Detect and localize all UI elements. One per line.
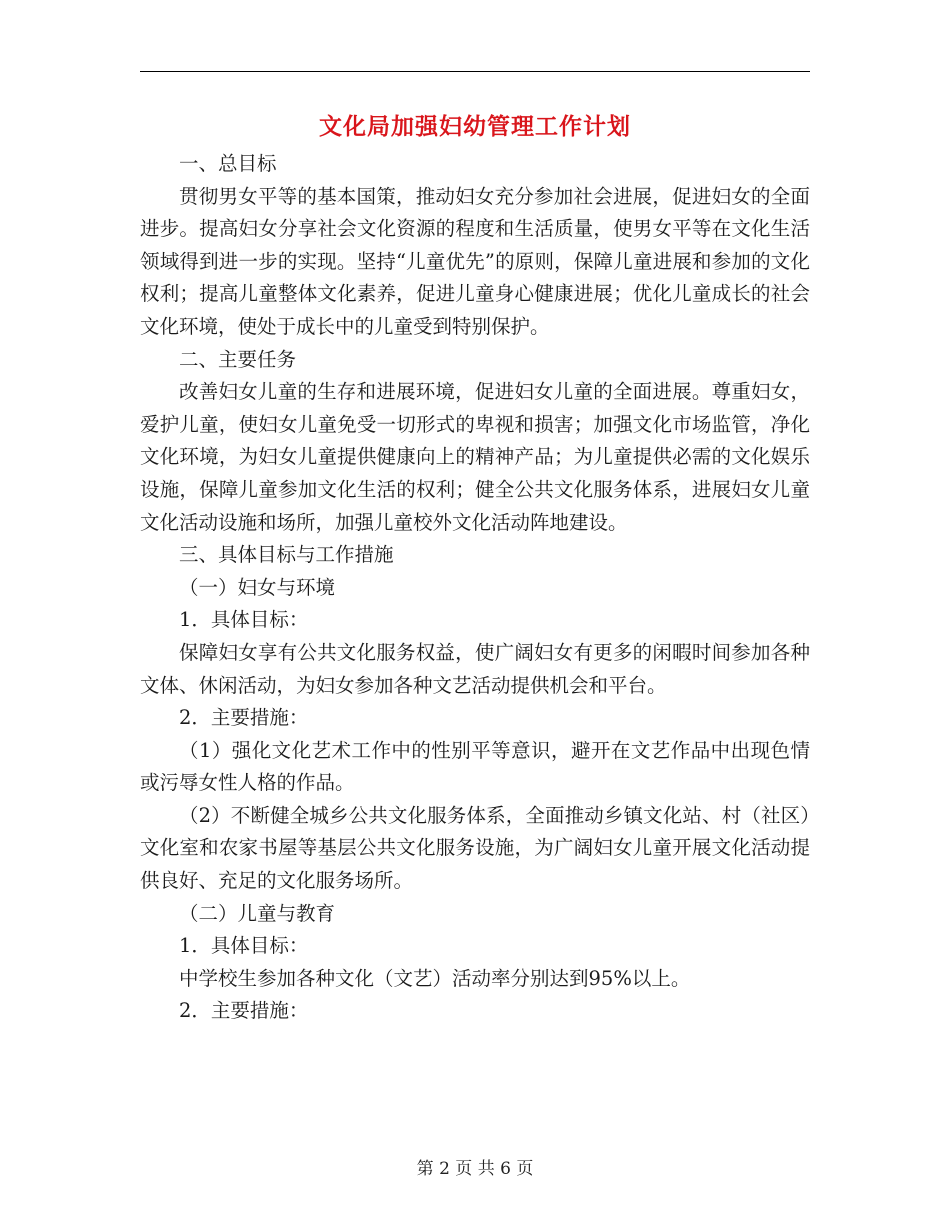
subsection-heading: （二）儿童与教育 xyxy=(179,901,336,925)
item-heading: 1．具体目标： xyxy=(179,934,309,958)
header-rule xyxy=(140,71,810,72)
body-paragraph: 改善妇女儿童的生存和进展环境，促进妇女儿童的全面进展。尊重妇女，爱护儿童，使妇女儿童免受一切形式的卑视和损害；加强文化市场监管，净化文化环境，为妇女儿童提供健康向上的精神产品；为儿童提供必需的文化娱乐设施，保障儿童参加文化生活的权利；健全公共文化服务体系，进展妇女儿童文化活动设施和场所，加强儿童校外文化活动阵地建设。 xyxy=(140,380,810,534)
body-paragraph: 中学校生参加各种文化（文艺）活动率分别达到95%以上。 xyxy=(179,966,691,990)
body-paragraph: （2）不断健全城乡公共文化服务体系，全面推动乡镇文化站、村（社区）文化室和农家书屋等基层公共文化服务设施，为广阔妇女儿童开展文化活动提供良好、充足的文化服务场所。 xyxy=(140,803,810,893)
document-title: 文化局加强妇幼管理工作计划 xyxy=(319,113,631,140)
section-heading-2: 二、主要任务 xyxy=(179,347,297,371)
body-paragraph: 保障妇女享有公共文化服务权益，使广阔妇女有更多的闲暇时间参加各种文体、休闲活动，为妇女参加各种文艺活动提供机会和平台。 xyxy=(140,640,810,697)
item-heading: 2．主要措施： xyxy=(179,999,309,1023)
page-number-footer: 第 2 页 共 6 页 xyxy=(416,1159,534,1179)
section-heading-1: 一、总目标 xyxy=(179,152,277,175)
document-body xyxy=(140,148,810,1028)
body-paragraph: 贯彻男女平等的基本国策，推动妇女充分参加社会进展，促进妇女的全面进步。提高妇女分享社会文化资源的程度和生活质量，使男女平等在文化生活领域得到进一步的实现。坚持“儿童优先”的原则，保障儿童进展和参加的文化权利；提高儿童整体文化素养，促进儿童身心健康进展；优化儿童成长的社会文化环境，使处于成长中的儿童受到特别保护。 xyxy=(140,184,810,338)
subsection-heading: （一）妇女与环境 xyxy=(179,575,336,599)
section-heading-3: 三、具体目标与工作措施 xyxy=(179,543,394,567)
body-paragraph: （1）强化文化艺术工作中的性别平等意识，避开在文艺作品中出现色情或污辱女性人格的作品。 xyxy=(140,738,810,795)
item-heading: 1．具体目标： xyxy=(179,608,309,632)
item-heading: 2．主要措施： xyxy=(179,706,309,730)
